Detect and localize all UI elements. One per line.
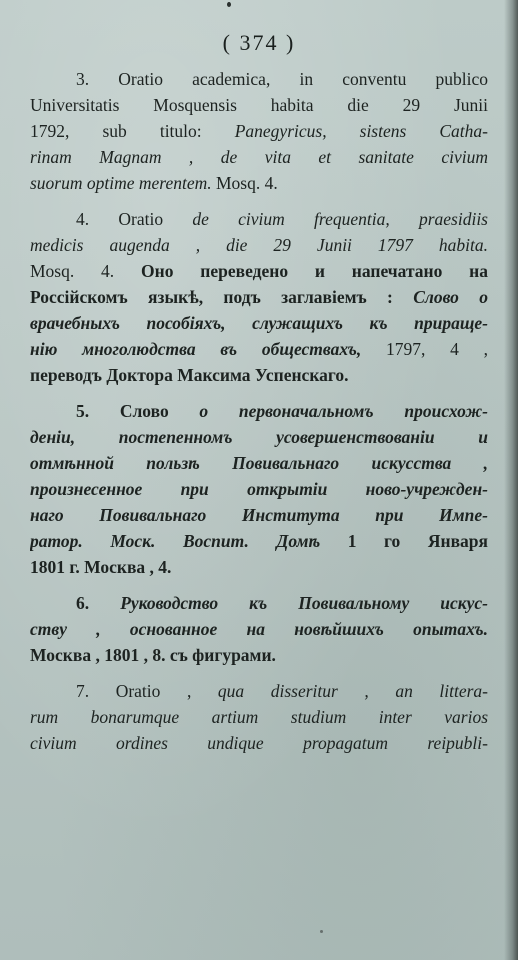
text-segment: rinam Magnam , de vita et sanitate civium	[30, 147, 488, 167]
text-line	[30, 258, 488, 284]
text-line	[30, 336, 488, 362]
text-segment: Universitatis Mosquensis habita die 29 Junii	[30, 95, 488, 115]
paragraph-gap	[30, 580, 488, 590]
text-segment: 5. Слово	[76, 401, 200, 421]
text-segment: 3. Oratio academica, in conventu publico	[76, 69, 488, 89]
text-segment: 7. Oratio ,	[76, 681, 218, 701]
text-line	[30, 92, 488, 118]
text-line	[30, 554, 488, 580]
text-segment: 1797, 4 ,	[361, 339, 488, 359]
text-segment: врачебныхъ пособіяхъ, служащихъ къ прираще-	[30, 313, 488, 333]
page-edge-shadow	[504, 0, 518, 960]
text-segment: rum bonarumque artium studium inter varios	[30, 707, 488, 727]
page-number: ( 374 )	[222, 30, 296, 55]
page-body-text	[30, 66, 488, 756]
text-segment: наго Повивальнаго Института при Импе-	[30, 505, 488, 525]
text-segment: suorum optime merentem.	[30, 173, 212, 193]
text-line	[30, 170, 488, 196]
text-segment: qua disseritur , an littera-	[217, 681, 488, 701]
text-line	[30, 398, 488, 424]
paragraph-gap	[30, 668, 488, 678]
text-line	[30, 424, 488, 450]
text-segment: medicis augenda , die 29 Junii 1797 habita.	[30, 235, 488, 255]
text-segment: о первоначальномъ происхож-	[199, 401, 488, 421]
text-segment: ратор. Моск. Воспит. Домѣ	[30, 531, 321, 551]
text-line	[30, 206, 488, 232]
text-line	[30, 590, 488, 616]
text-line	[30, 310, 488, 336]
text-line	[30, 450, 488, 476]
text-line	[30, 144, 488, 170]
text-segment: de civium frequentia, praesidiis	[192, 209, 488, 229]
text-segment: 1792, sub titulo:	[30, 121, 235, 141]
text-line	[30, 232, 488, 258]
text-line	[30, 528, 488, 554]
text-line	[30, 362, 488, 388]
text-segment: Mosq. 4.	[30, 261, 142, 281]
text-line	[30, 678, 488, 704]
text-segment: Оно переведено и напечатано на	[141, 261, 488, 281]
text-segment: 6.	[76, 593, 121, 613]
text-segment: произнесенное при открытіи ново-учрежден-	[30, 479, 488, 499]
text-line	[30, 642, 488, 668]
text-segment: 1 го Января	[320, 531, 488, 551]
text-segment: нію многолюдства въ обществахъ,	[30, 339, 362, 359]
text-segment: переводъ Доктора Максима Успенскаго.	[30, 365, 349, 385]
text-segment: Слово о	[413, 287, 488, 307]
text-line	[30, 284, 488, 310]
paragraph-gap	[30, 388, 488, 398]
text-line	[30, 118, 488, 144]
paragraph-gap	[30, 196, 488, 206]
text-segment: ству , основанное на новѣйшихъ опытахъ.	[30, 619, 488, 639]
text-line	[30, 66, 488, 92]
text-line	[30, 730, 488, 756]
text-segment: Mosq. 4.	[211, 173, 278, 193]
text-segment: 4. Oratio	[76, 209, 193, 229]
text-segment: civium ordines undique propagatum reipubli-	[30, 733, 488, 753]
text-line	[30, 704, 488, 730]
text-segment: деніи, постепенномъ усовершенствованіи и	[30, 427, 488, 447]
text-segment: Россійскомъ языкѣ, подъ заглавіемъ :	[30, 287, 414, 307]
text-line	[30, 502, 488, 528]
text-segment: Руководство къ Повивальному искус-	[120, 593, 488, 613]
text-line	[30, 616, 488, 642]
text-segment: 1801 г. Москва , 4.	[30, 557, 172, 577]
text-segment: отмѣнной пользѣ Повивальнаго искусства ,	[30, 453, 488, 473]
text-segment: Москва , 1801 , 8. съ фигурами.	[30, 645, 276, 665]
text-line	[30, 476, 488, 502]
text-segment: Panegyricus, sistens Catha-	[234, 121, 488, 141]
bottom-speck	[320, 930, 323, 933]
top-speck	[227, 2, 231, 7]
